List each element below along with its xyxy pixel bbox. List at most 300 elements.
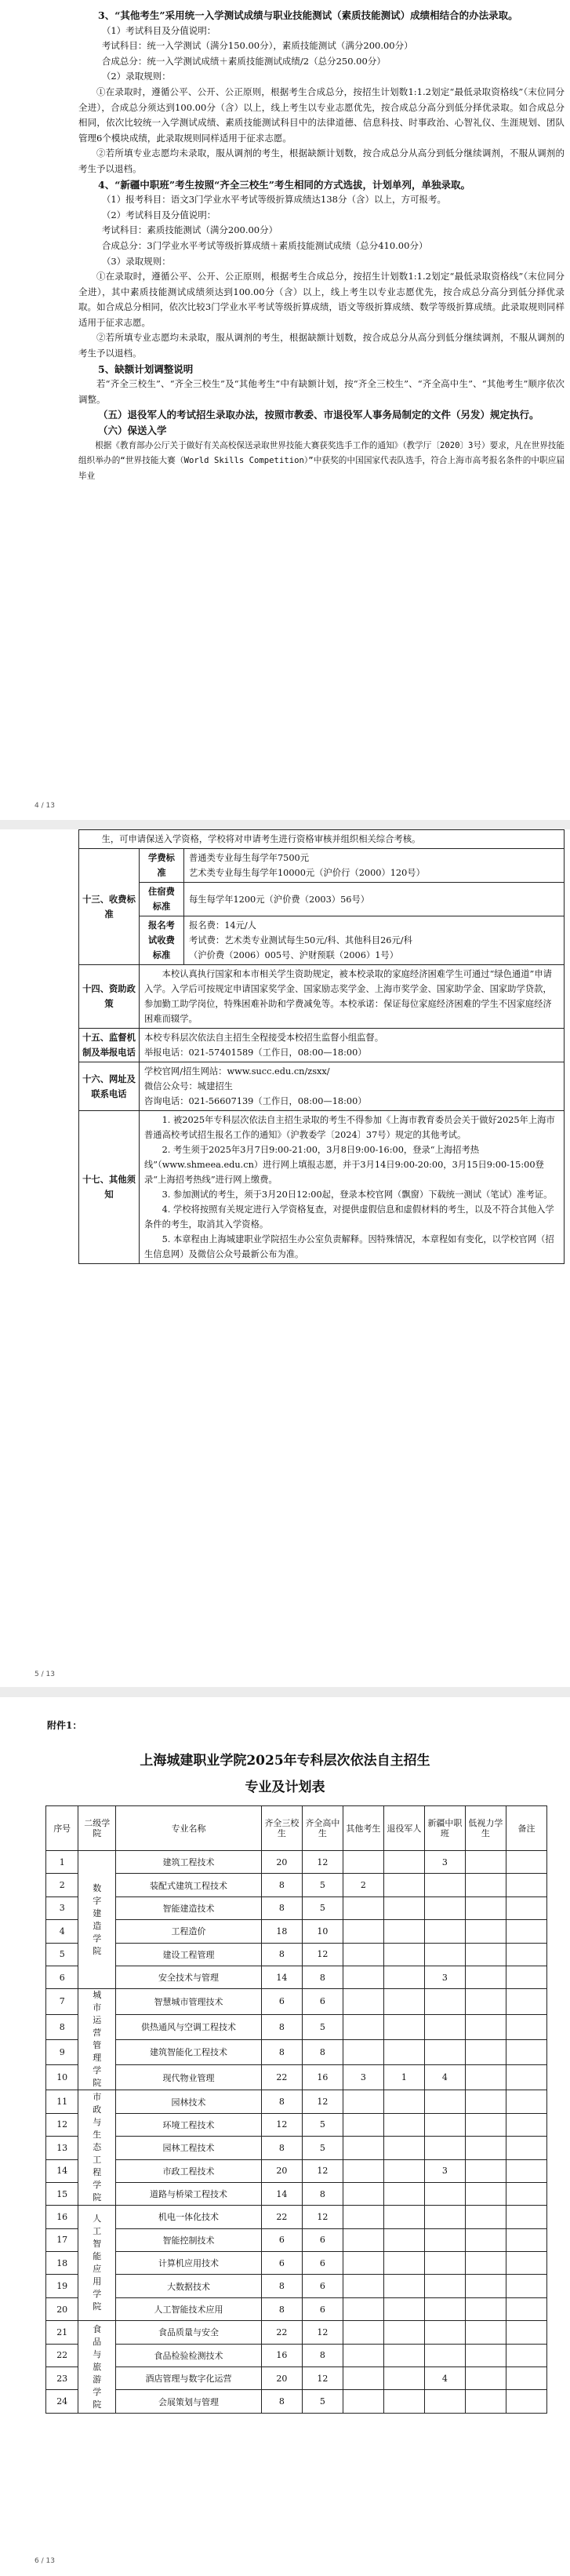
row-number-cell: 22 xyxy=(46,2344,78,2366)
header-cell: 齐全三校生 xyxy=(261,1806,302,1851)
quota-cell: 5 xyxy=(302,1896,343,1919)
page-5 xyxy=(0,829,570,1687)
quota-cell xyxy=(506,1920,546,1943)
quota-cell xyxy=(343,1943,383,1966)
section-label: 十三、收费标准 xyxy=(79,849,140,965)
table-row xyxy=(46,1966,547,1988)
quota-cell: 22 xyxy=(261,2321,302,2344)
quota-cell: 6 xyxy=(302,1989,343,2014)
quota-cell xyxy=(506,2297,546,2320)
table-row xyxy=(46,1874,547,1896)
row-number-cell: 2 xyxy=(46,1874,78,1896)
row-number-cell: 15 xyxy=(46,2182,78,2205)
quota-cell xyxy=(465,2275,506,2297)
quota-cell xyxy=(465,2297,506,2320)
quota-cell xyxy=(383,2228,424,2251)
row-number-cell: 11 xyxy=(46,2090,78,2113)
quota-cell: 3 xyxy=(424,2159,465,2182)
paragraph: 若“齐全三校生”、“齐全三校生”及“其他考生”中有缺额计划，按“齐全三校生”、“齐全高中生”、“其他考生”顺序依次调整。 xyxy=(78,378,565,405)
quota-cell xyxy=(465,2206,506,2228)
quota-cell: 14 xyxy=(261,1966,302,1988)
quota-cell: 20 xyxy=(261,2159,302,2182)
quota-cell xyxy=(465,1989,506,2014)
page-number: 5 / 13 xyxy=(34,1671,55,1678)
quota-cell xyxy=(506,1989,546,2014)
quota-cell xyxy=(383,1943,424,1966)
fee-content: 报名费：14元/人 考试费：艺术类专业测试每生50元/科、其他科目26元/科 （沪价费（2006）005号、沪财预联（2006）1号） xyxy=(184,916,565,965)
quota-cell: 12 xyxy=(302,2090,343,2113)
row-number-cell: 5 xyxy=(46,1943,78,1966)
quota-cell: 12 xyxy=(302,2367,343,2390)
quota-cell xyxy=(465,2252,506,2275)
major-name-cell: 建设工程管理 xyxy=(116,1943,262,1966)
heading-other-candidates: 3、“其他考生”采用统一入学测试成绩与职业技能测试（素质技能测试）成绩相结合的办法录取。 xyxy=(98,9,518,21)
section-label: 十七、其他须知 xyxy=(79,1111,140,1264)
quota-cell: 20 xyxy=(261,1851,302,1874)
quota-cell xyxy=(383,2367,424,2390)
quota-cell xyxy=(424,2137,465,2159)
quota-cell: 20 xyxy=(261,2367,302,2390)
header-cell: 低视力学生 xyxy=(465,1806,506,1851)
quota-cell xyxy=(424,2275,465,2297)
quota-cell: 5 xyxy=(302,2113,343,2136)
quota-cell xyxy=(506,2065,546,2090)
quota-cell xyxy=(424,1896,465,1919)
quota-cell xyxy=(424,1943,465,1966)
header-cell: 新疆中职班 xyxy=(424,1806,465,1851)
quota-cell xyxy=(506,2367,546,2390)
table-row xyxy=(46,2113,547,2136)
table-row xyxy=(46,2390,547,2413)
header-cell: 专业名称 xyxy=(116,1806,262,1851)
quota-cell: 8 xyxy=(261,2297,302,2320)
quota-cell xyxy=(465,2344,506,2366)
quota-cell: 12 xyxy=(302,2206,343,2228)
quota-cell: 12 xyxy=(302,1851,343,1874)
major-name-cell: 建筑工程技术 xyxy=(116,1851,262,1874)
paragraph: ①在录取时，遵循公平、公开、公正原则，根据考生合成总分，按招生计划数1:1.2划定“最低录取资格线”（末位同分全进），合成总分须达到100.00分（含）以上，线上考生以专业志愿优先，按合成总分高分到低分择优录取。如合成总分相同，依次比较统一入学测试成绩、素质技能测试科目中的法律道德、信息科技、时事政治、心智礼仪、生涯规划、团队管理6个模块成绩，此录取规则同样适用于征求志愿。 xyxy=(78,86,565,144)
college-name: 数字建造学院 xyxy=(93,1882,102,1956)
header-cell: 序号 xyxy=(46,1806,78,1851)
college-cell xyxy=(78,2206,116,2321)
heading-veterans: （五）退役军人的考试招生录取办法，按照市教委、市退役军人事务局制定的文件（另发）规定执行。 xyxy=(98,409,539,421)
quota-cell: 4 xyxy=(424,2065,465,2090)
row-number-cell: 4 xyxy=(46,1920,78,1943)
row-number-cell: 9 xyxy=(46,2039,78,2064)
major-name-cell: 人工智能技术应用 xyxy=(116,2297,262,2320)
quota-cell: 8 xyxy=(261,2039,302,2064)
college-name: 食品与旅游学院 xyxy=(93,2323,102,2410)
row-number-cell: 6 xyxy=(46,1966,78,1988)
fee-label: 住宿费标准 xyxy=(140,883,184,916)
quota-cell xyxy=(506,1874,546,1896)
quota-cell xyxy=(383,1896,424,1919)
quota-cell xyxy=(506,2390,546,2413)
major-name-cell: 智能建造技术 xyxy=(116,1896,262,1919)
quota-cell xyxy=(506,2159,546,2182)
quota-cell xyxy=(343,2206,383,2228)
quota-cell: 6 xyxy=(302,2228,343,2251)
quota-cell xyxy=(506,2014,546,2039)
table-row xyxy=(46,2039,547,2064)
row-number-cell: 8 xyxy=(46,2014,78,2039)
quota-cell xyxy=(343,2252,383,2275)
table-row xyxy=(46,2367,547,2390)
quota-cell xyxy=(343,2321,383,2344)
quota-cell xyxy=(506,2252,546,2275)
college-cell xyxy=(78,1989,116,2090)
quota-cell xyxy=(506,1851,546,1874)
college-name: 市政与生态工程学院 xyxy=(93,2092,102,2203)
page-number: 6 / 13 xyxy=(34,2557,55,2565)
page-number: 4 / 13 xyxy=(34,802,55,810)
quota-cell xyxy=(343,2344,383,2366)
quota-cell: 8 xyxy=(261,2014,302,2039)
quota-cell xyxy=(424,2390,465,2413)
quota-cell xyxy=(383,1874,424,1896)
major-name-cell: 食品质量与安全 xyxy=(116,2321,262,2344)
quota-cell xyxy=(506,2137,546,2159)
quota-cell xyxy=(506,1896,546,1919)
section-label: 十五、监督机制及举报电话 xyxy=(79,1029,140,1062)
quota-cell: 6 xyxy=(302,2275,343,2297)
table-row xyxy=(46,1851,547,1874)
quota-cell xyxy=(343,1896,383,1919)
quota-cell: 8 xyxy=(302,1966,343,1988)
quota-cell xyxy=(343,2275,383,2297)
quota-cell: 8 xyxy=(261,1943,302,1966)
quota-cell xyxy=(383,2090,424,2113)
quota-cell xyxy=(383,2182,424,2205)
quota-cell xyxy=(343,1920,383,1943)
quota-cell xyxy=(343,2090,383,2113)
quota-cell xyxy=(465,2014,506,2039)
row-number-cell: 19 xyxy=(46,2275,78,2297)
page-6 xyxy=(0,1697,570,2576)
quota-cell: 14 xyxy=(261,2182,302,2205)
quota-cell xyxy=(343,2390,383,2413)
row-number-cell: 16 xyxy=(46,2206,78,2228)
quota-cell xyxy=(506,2113,546,2136)
charter-table xyxy=(78,829,565,1264)
college-name: 人工智能应用学院 xyxy=(93,2213,102,2312)
heading-xinjiang-class: 4、“新疆中职班”考生按照“齐全三校生”考生相同的方式选拔，计划单列，单独录取。 xyxy=(98,178,470,191)
quota-cell xyxy=(383,1966,424,1988)
quota-cell: 6 xyxy=(302,2297,343,2320)
quota-cell: 8 xyxy=(302,2039,343,2064)
row-number-cell: 1 xyxy=(46,1851,78,1874)
quota-cell xyxy=(424,2206,465,2228)
table-row xyxy=(46,2137,547,2159)
table-row xyxy=(46,1943,547,1966)
college-cell xyxy=(78,2090,116,2206)
quota-cell: 12 xyxy=(261,2113,302,2136)
table-row xyxy=(46,2228,547,2251)
major-name-cell: 园林工程技术 xyxy=(116,2137,262,2159)
quota-cell: 3 xyxy=(343,2065,383,2090)
paragraph: ②若所填专业志愿均未录取，服从调剂的考生，根据缺额计划数，按合成总分从高分到低分继续调剂，不服从调剂的考生予以退档。 xyxy=(78,332,565,359)
quota-cell xyxy=(383,2039,424,2064)
table-row: 生，可申请保送入学资格，学校将对申请考生进行资格审核并组织相关综合考核。 xyxy=(79,830,565,849)
major-name-cell: 装配式建筑工程技术 xyxy=(116,1874,262,1896)
table-row xyxy=(46,2065,547,2090)
quota-cell xyxy=(465,2065,506,2090)
quota-cell xyxy=(343,2367,383,2390)
table-row xyxy=(46,2321,547,2344)
row-number-cell: 3 xyxy=(46,1896,78,1919)
row-number-cell: 12 xyxy=(46,2113,78,2136)
paragraph: ②若所填专业志愿均未录取，服从调剂的考生，根据缺额计划数，按合成总分从高分到低分继续调剂，不服从调剂的考生予以退档。 xyxy=(78,148,565,174)
quota-cell xyxy=(506,2275,546,2297)
header-cell: 其他考生 xyxy=(343,1806,383,1851)
quota-cell xyxy=(343,2137,383,2159)
quota-cell xyxy=(424,2252,465,2275)
major-name-cell: 环境工程技术 xyxy=(116,2113,262,2136)
quota-cell xyxy=(506,2090,546,2113)
major-name-cell: 市政工程技术 xyxy=(116,2159,262,2182)
major-name-cell: 智能控制技术 xyxy=(116,2228,262,2251)
quota-cell xyxy=(383,2390,424,2413)
college-cell xyxy=(78,2321,116,2414)
major-name-cell: 食品检验检测技术 xyxy=(116,2344,262,2366)
paragraph: 合成总分：统一入学测试成绩＋素质技能测试成绩/2（总分250.00分） xyxy=(101,55,386,67)
quota-cell xyxy=(343,2297,383,2320)
quota-cell: 22 xyxy=(261,2065,302,2090)
quota-cell: 3 xyxy=(424,1966,465,1988)
quota-cell xyxy=(506,2344,546,2366)
quota-cell xyxy=(343,1989,383,2014)
quota-cell: 6 xyxy=(261,2228,302,2251)
quota-cell xyxy=(424,1874,465,1896)
quota-cell: 4 xyxy=(424,2367,465,2390)
table-row xyxy=(46,2090,547,2113)
quota-cell: 6 xyxy=(261,2252,302,2275)
section-label: 十六、网址及联系电话 xyxy=(79,1062,140,1111)
heading-recommended-admission: （六）保送入学 xyxy=(98,424,167,437)
quota-cell xyxy=(506,2182,546,2205)
quota-cell xyxy=(383,2252,424,2275)
quota-cell xyxy=(383,2206,424,2228)
quota-cell xyxy=(424,2344,465,2366)
row-number-cell: 18 xyxy=(46,2252,78,2275)
quota-cell xyxy=(465,1874,506,1896)
quota-cell xyxy=(383,2159,424,2182)
quota-cell: 1 xyxy=(383,2065,424,2090)
college-name: 城市运营管理学院 xyxy=(93,1990,102,2089)
quota-cell xyxy=(424,2321,465,2344)
major-name-cell: 安全技术与管理 xyxy=(116,1966,262,1988)
quota-cell: 5 xyxy=(302,2014,343,2039)
fee-content: 每生每学年1200元（沪价费（2003）56号） xyxy=(184,883,565,916)
quota-cell xyxy=(465,2367,506,2390)
quota-cell xyxy=(424,2113,465,2136)
quota-cell: 6 xyxy=(261,1989,302,2014)
quota-cell xyxy=(465,2228,506,2251)
fee-label: 报名考试收费标准 xyxy=(140,916,184,965)
quota-cell: 8 xyxy=(302,2344,343,2366)
header-cell: 退役军人 xyxy=(383,1806,424,1851)
quota-cell xyxy=(506,2228,546,2251)
quota-cell xyxy=(465,2113,506,2136)
major-name-cell: 现代物业管理 xyxy=(116,2065,262,2090)
table-body xyxy=(46,1851,547,2414)
quota-cell: 22 xyxy=(261,2206,302,2228)
paragraph: （2）录取规则： xyxy=(101,71,171,82)
section-content: 学校官网/招生网站：www.succ.edu.cn/zsxx/ 微信公众号：城建招生 咨询电话：021-56607139（工作日，08:00—18:00） xyxy=(140,1062,565,1111)
quota-cell: 12 xyxy=(302,2159,343,2182)
paragraph: （2）考试科目及分值说明： xyxy=(101,209,216,220)
major-name-cell: 机电一体化技术 xyxy=(116,2206,262,2228)
quota-cell: 6 xyxy=(302,2252,343,2275)
table-row xyxy=(46,2206,547,2228)
quota-cell xyxy=(343,2159,383,2182)
quota-cell xyxy=(383,2297,424,2320)
quota-cell: 8 xyxy=(302,2182,343,2205)
quota-cell xyxy=(343,2182,383,2205)
quota-cell xyxy=(465,2159,506,2182)
section-content: 本校专科层次依法自主招生全程接受本校招生监督小组监督。 举报电话：021-57401589（工作日，08:00—18:00） xyxy=(140,1029,565,1062)
major-name-cell: 计算机应用技术 xyxy=(116,2252,262,2275)
header-cell: 二级学院 xyxy=(78,1806,116,1851)
table-subtitle: 专业及计划表 xyxy=(245,1780,325,1795)
quota-cell xyxy=(424,2090,465,2113)
table-row xyxy=(46,1896,547,1919)
row-number-cell: 13 xyxy=(46,2137,78,2159)
quota-cell xyxy=(465,2321,506,2344)
quota-cell xyxy=(465,2137,506,2159)
quota-cell: 2 xyxy=(343,1874,383,1896)
quota-cell xyxy=(343,2039,383,2064)
quota-cell xyxy=(383,2113,424,2136)
quota-cell: 5 xyxy=(302,1874,343,1896)
quota-cell: 10 xyxy=(302,1920,343,1943)
table-row xyxy=(46,2297,547,2320)
section-label: 十四、资助政策 xyxy=(79,965,140,1029)
quota-cell xyxy=(383,2014,424,2039)
major-name-cell: 道路与桥梁工程技术 xyxy=(116,2182,262,2205)
quota-cell xyxy=(465,1920,506,1943)
quota-cell: 8 xyxy=(261,1874,302,1896)
page-4 xyxy=(0,0,570,820)
major-name-cell: 智慧城市管理技术 xyxy=(116,1989,262,2014)
major-name-cell: 大数据技术 xyxy=(116,2275,262,2297)
table-row xyxy=(46,1989,547,2014)
major-name-cell: 工程造价 xyxy=(116,1920,262,1943)
fee-content: 普通类专业每生每学年7500元 艺术类专业每生每学年10000元（沪价行（2000）120号） xyxy=(184,849,565,883)
attachment-label: 附件1： xyxy=(47,1720,82,1731)
major-name-cell: 酒店管理与数字化运营 xyxy=(116,2367,262,2390)
row-number-cell: 17 xyxy=(46,2228,78,2251)
major-name-cell: 会展策划与管理 xyxy=(116,2390,262,2413)
quota-cell xyxy=(506,1943,546,1966)
paragraph: 考试科目：统一入学测试（满分150.00分），素质技能测试（满分200.00分） xyxy=(101,40,413,52)
table-title: 上海城建职业学院2025年专科层次依法自主招生 xyxy=(140,1753,430,1769)
quota-cell xyxy=(465,1851,506,1874)
paragraph: ①在录取时，遵循公平、公开、公正原则，根据考生合成总分，按招生计划数1:1.2划定“最低录取资格线”（末位同分全进），其中素质技能测试成绩须达到100.00分（含）以上，线上考生以专业志愿优先，按合成总分高分到低分择优录取。如合成总分相同，依次比较3门学业水平考试等级折算成绩，语文等级折算成绩、数学等级折算成绩。此录取规则同样适用于征求志愿。 xyxy=(78,271,565,328)
paragraph: 根据《教育部办公厅关于做好有关高校保送录取世界技能大赛获奖选手工作的通知》（教学厅〔2020〕3号）要求，凡在世界技能组织举办的“世界技能大赛（World Skills Competition）”中获奖的中国国家代表队选手，符合上海市高考报名条件的中职应届毕业 xyxy=(78,440,565,481)
row-number-cell: 14 xyxy=(46,2159,78,2182)
quota-cell: 8 xyxy=(261,2090,302,2113)
quota-cell xyxy=(383,1851,424,1874)
major-name-cell: 供热通风与空调工程技术 xyxy=(116,2014,262,2039)
quota-cell xyxy=(383,2275,424,2297)
paragraph: （1）报考科目：语文3门学业水平考试等级折算成绩达138分（含）以上，方可报考。 xyxy=(101,194,446,206)
quota-cell xyxy=(506,1966,546,1988)
header-cell: 备注 xyxy=(506,1806,546,1851)
table-header xyxy=(46,1806,547,1851)
quota-cell xyxy=(343,2014,383,2039)
quota-cell: 8 xyxy=(261,2275,302,2297)
row-number-cell: 10 xyxy=(46,2065,78,2090)
quota-cell xyxy=(465,2390,506,2413)
quota-cell xyxy=(465,1896,506,1919)
quota-cell: 5 xyxy=(302,2390,343,2413)
quota-cell: 18 xyxy=(261,1920,302,1943)
quota-cell xyxy=(383,2137,424,2159)
quota-cell xyxy=(383,1989,424,2014)
quota-cell xyxy=(343,2113,383,2136)
quota-cell xyxy=(343,2228,383,2251)
section-content: 1. 被2025年专科层次依法自主招生录取的考生不得参加《上海市教育委员会关于做好2025年上海市普通高校考试招生报名工作的通知》（沪教委学〔2024〕37号）规定的其他考试。 2. 考生须于2025年3月7日9:00-21:00，3月8日9:00-16:00，登录“上海招考热线”（www.shmeea.edu.cn）进行网上填报志愿，并于3月14日9:00-20:00，3月15日9:00-15:00登录“上海招考热线”进行网上缴费。 3. 参加测试的考生，须于3月20日12:00起，登录本校官网（飘窗）下载统一测试（笔试）准考证。 4. 学校将按照有关规定进行入学资格复查，对提供虚假信息和虚假材料的考生，以及不符合其他入学条件的考生，取消其入学资格。 5. 本章程由上海城建职业学院招生办公室负责解释。因特殊情况，本章程如有变化，以学校官网（招生信息网）及微信公众号最新公布为准。 xyxy=(140,1111,565,1264)
row-number-cell: 23 xyxy=(46,2367,78,2390)
page-4-text xyxy=(78,8,565,484)
quota-cell: 3 xyxy=(424,1851,465,1874)
table-row xyxy=(46,1920,547,1943)
table-row xyxy=(46,2344,547,2366)
quota-cell xyxy=(465,1966,506,1988)
row-number-cell: 7 xyxy=(46,1989,78,2014)
quota-cell xyxy=(383,2321,424,2344)
paragraph: 考试科目：素质技能测试（满分200.00分） xyxy=(101,224,278,236)
quota-cell: 8 xyxy=(261,1896,302,1919)
table-row xyxy=(46,2014,547,2039)
major-name-cell: 园林技术 xyxy=(116,2090,262,2113)
plan-table xyxy=(45,1805,547,2414)
quota-cell xyxy=(424,1989,465,2014)
quota-cell xyxy=(424,2039,465,2064)
paragraph: 合成总分：3门学业水平考试等级折算成绩＋素质技能测试成绩（总分410.00分） xyxy=(101,239,428,251)
major-name-cell: 建筑智能化工程技术 xyxy=(116,2039,262,2064)
quota-cell xyxy=(424,2182,465,2205)
quota-cell xyxy=(383,1920,424,1943)
quota-cell: 8 xyxy=(261,2137,302,2159)
paragraph: （1）考试科目及分值说明： xyxy=(101,24,216,36)
quota-cell xyxy=(465,2182,506,2205)
table-row xyxy=(46,2159,547,2182)
quota-cell xyxy=(506,2206,546,2228)
quota-cell xyxy=(465,1943,506,1966)
section-content: 本校认真执行国家和本市相关学生资助规定，被本校录取的家庭经济困难学生可通过“绿色通道”申请入学。入学后可按规定申请国家奖学金、国家励志奖学金、上海市奖学金、国家助学金、国家助学贷款，参加勤工助学岗位，特殊困难补助和学费减免等。本校承诺：保证每位家庭经济困难的学生不因家庭经济困难而辍学。 xyxy=(140,965,565,1029)
quota-cell: 5 xyxy=(302,2137,343,2159)
quota-cell: 12 xyxy=(302,1943,343,1966)
quota-cell: 12 xyxy=(302,2321,343,2344)
header-cell: 齐全高中生 xyxy=(302,1806,343,1851)
quota-cell xyxy=(424,1920,465,1943)
heading-vacancy-adjust: 5、缺额计划调整说明 xyxy=(98,363,194,375)
table-row xyxy=(46,2252,547,2275)
quota-cell xyxy=(343,1851,383,1874)
quota-cell xyxy=(343,1966,383,1988)
quota-cell xyxy=(506,2039,546,2064)
college-cell xyxy=(78,1851,116,1989)
quota-cell xyxy=(424,2228,465,2251)
paragraph: （3）录取规则： xyxy=(101,255,171,267)
quota-cell xyxy=(465,2090,506,2113)
quota-cell xyxy=(383,2344,424,2366)
row-number-cell: 24 xyxy=(46,2390,78,2413)
quota-cell xyxy=(465,2039,506,2064)
quota-cell xyxy=(424,2014,465,2039)
